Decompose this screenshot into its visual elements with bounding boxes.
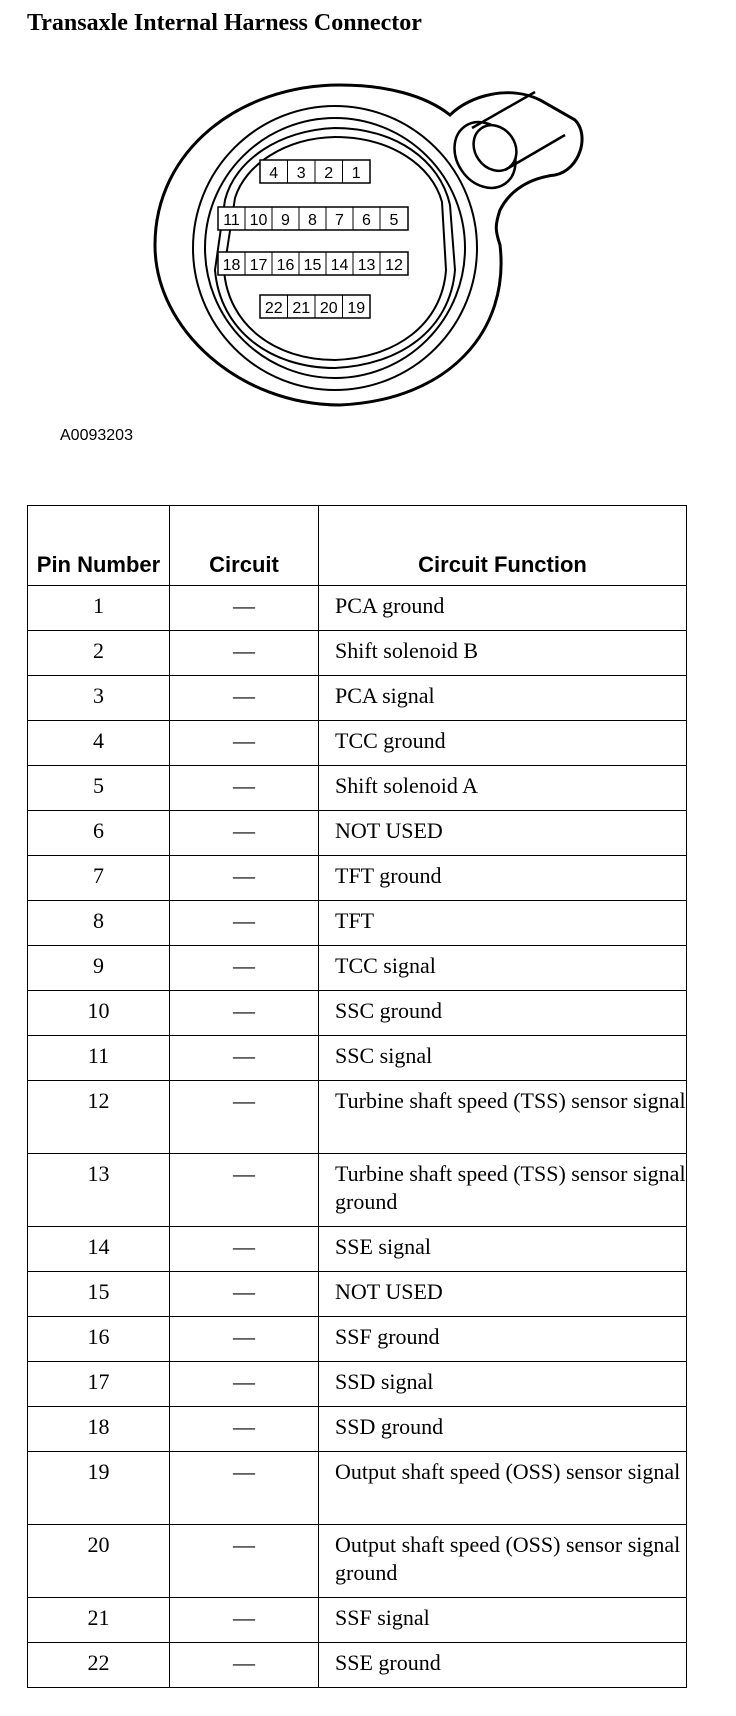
pin-number-cell: 14 bbox=[28, 1227, 170, 1272]
table-row bbox=[28, 1317, 687, 1362]
pin-label: 1 bbox=[351, 165, 361, 182]
pin-label: 20 bbox=[319, 300, 338, 317]
circuit-function-cell: SSC ground bbox=[319, 991, 687, 1036]
circuit-cell: — bbox=[170, 631, 319, 676]
middle-ring bbox=[205, 118, 465, 378]
circuit-cell: — bbox=[170, 901, 319, 946]
pin-label: 22 bbox=[264, 300, 283, 317]
pin-number-cell: 8 bbox=[28, 901, 170, 946]
circuit-cell: — bbox=[170, 856, 319, 901]
circuit-cell: — bbox=[170, 1643, 319, 1688]
table-row bbox=[28, 1452, 687, 1525]
circuit-cell: — bbox=[170, 1272, 319, 1317]
pin-label: 16 bbox=[276, 257, 295, 274]
page-title: Transaxle Internal Harness Connector bbox=[27, 10, 422, 36]
pin-label: 18 bbox=[222, 257, 241, 274]
circuit-cell: — bbox=[170, 1036, 319, 1081]
pin-row-3 bbox=[218, 252, 408, 275]
circuit-function-cell: Turbine shaft speed (TSS) sensor signal bbox=[319, 1081, 687, 1154]
pin-row-4 bbox=[260, 295, 370, 318]
circuit-cell: — bbox=[170, 676, 319, 721]
pin-number-cell: 18 bbox=[28, 1407, 170, 1452]
table-row bbox=[28, 1154, 687, 1227]
pin-number-cell: 22 bbox=[28, 1643, 170, 1688]
circuit-function-cell: TFT ground bbox=[319, 856, 687, 901]
table-row bbox=[28, 1272, 687, 1317]
circuit-cell: — bbox=[170, 721, 319, 766]
circuit-function-cell: SSE ground bbox=[319, 1643, 687, 1688]
table-row bbox=[28, 811, 687, 856]
pin-table bbox=[27, 505, 687, 1688]
table-row bbox=[28, 991, 687, 1036]
pin-label: 14 bbox=[330, 257, 349, 274]
table-row bbox=[28, 946, 687, 991]
circuit-cell: — bbox=[170, 1525, 319, 1598]
circuit-cell: — bbox=[170, 946, 319, 991]
pin-label: 5 bbox=[389, 212, 399, 229]
circuit-function-cell: SSD ground bbox=[319, 1407, 687, 1452]
circuit-cell: — bbox=[170, 1317, 319, 1362]
pin-number-cell: 7 bbox=[28, 856, 170, 901]
header-circuit-function: Circuit Function bbox=[319, 506, 687, 586]
table-row bbox=[28, 1525, 687, 1598]
circuit-function-cell: SSF ground bbox=[319, 1317, 687, 1362]
outer-ring bbox=[193, 106, 477, 390]
circuit-function-cell: NOT USED bbox=[319, 811, 687, 856]
pin-number-cell: 11 bbox=[28, 1036, 170, 1081]
table-row bbox=[28, 586, 687, 631]
circuit-cell: — bbox=[170, 811, 319, 856]
circuit-cell: — bbox=[170, 1407, 319, 1452]
table-header-row bbox=[28, 506, 687, 586]
table-row bbox=[28, 1036, 687, 1081]
pin-label: 17 bbox=[249, 257, 268, 274]
circuit-function-cell: Turbine shaft speed (TSS) sensor signal ground bbox=[319, 1154, 687, 1227]
pin-label: 21 bbox=[292, 300, 311, 317]
pin-number-cell: 16 bbox=[28, 1317, 170, 1362]
circuit-cell: — bbox=[170, 586, 319, 631]
table-row bbox=[28, 901, 687, 946]
circuit-cell: — bbox=[170, 991, 319, 1036]
circuit-function-cell: Shift solenoid B bbox=[319, 631, 687, 676]
table-row bbox=[28, 1643, 687, 1688]
circuit-cell: — bbox=[170, 1227, 319, 1272]
table-row bbox=[28, 721, 687, 766]
connector-diagram bbox=[150, 80, 590, 450]
pin-label: 19 bbox=[347, 300, 366, 317]
pin-number-cell: 21 bbox=[28, 1598, 170, 1643]
pin-label: 10 bbox=[249, 212, 268, 229]
circuit-cell: — bbox=[170, 1081, 319, 1154]
pin-number-cell: 10 bbox=[28, 991, 170, 1036]
pin-number-cell: 12 bbox=[28, 1081, 170, 1154]
table-row bbox=[28, 1081, 687, 1154]
circuit-cell: — bbox=[170, 1452, 319, 1525]
pin-number-cell: 13 bbox=[28, 1154, 170, 1227]
pin-label: 15 bbox=[303, 257, 322, 274]
circuit-function-cell: SSC signal bbox=[319, 1036, 687, 1081]
circuit-function-cell: SSD signal bbox=[319, 1362, 687, 1407]
circuit-function-cell: PCA ground bbox=[319, 586, 687, 631]
pin-number-cell: 2 bbox=[28, 631, 170, 676]
table-row bbox=[28, 631, 687, 676]
header-circuit: Circuit bbox=[170, 506, 319, 586]
pin-number-cell: 4 bbox=[28, 721, 170, 766]
pin-number-cell: 20 bbox=[28, 1525, 170, 1598]
circuit-function-cell: TFT bbox=[319, 901, 687, 946]
circuit-function-cell: Shift solenoid A bbox=[319, 766, 687, 811]
pin-label: 12 bbox=[385, 257, 403, 274]
pin-label: 4 bbox=[269, 165, 279, 182]
circuit-function-cell: Output shaft speed (OSS) sensor signal ground bbox=[319, 1525, 687, 1598]
pin-label: 6 bbox=[362, 212, 371, 229]
table-row bbox=[28, 676, 687, 721]
pin-number-cell: 15 bbox=[28, 1272, 170, 1317]
table-row bbox=[28, 856, 687, 901]
pin-number-cell: 9 bbox=[28, 946, 170, 991]
header-pin-number: Pin Number bbox=[28, 506, 170, 586]
circuit-cell: — bbox=[170, 1598, 319, 1643]
pin-number-cell: 19 bbox=[28, 1452, 170, 1525]
pin-row-2 bbox=[218, 207, 408, 230]
circuit-function-cell: Output shaft speed (OSS) sensor signal bbox=[319, 1452, 687, 1525]
pin-number-cell: 3 bbox=[28, 676, 170, 721]
pin-label: 2 bbox=[324, 165, 334, 182]
pin-number-cell: 1 bbox=[28, 586, 170, 631]
circuit-function-cell: TCC signal bbox=[319, 946, 687, 991]
circuit-function-cell: TCC ground bbox=[319, 721, 687, 766]
table-row bbox=[28, 1362, 687, 1407]
pin-number-cell: 5 bbox=[28, 766, 170, 811]
pin-label: 8 bbox=[308, 212, 317, 229]
circuit-cell: — bbox=[170, 766, 319, 811]
circuit-function-cell: SSF signal bbox=[319, 1598, 687, 1643]
table-row bbox=[28, 1227, 687, 1272]
circuit-function-cell: NOT USED bbox=[319, 1272, 687, 1317]
pin-label: 7 bbox=[335, 212, 344, 229]
pin-number-cell: 6 bbox=[28, 811, 170, 856]
circuit-function-cell: PCA signal bbox=[319, 676, 687, 721]
pin-label: 3 bbox=[296, 165, 306, 182]
pin-label: 11 bbox=[223, 212, 240, 229]
figure-id: A0093203 bbox=[60, 427, 133, 444]
table-row bbox=[28, 1407, 687, 1452]
table-row bbox=[28, 766, 687, 811]
pin-label: 9 bbox=[281, 212, 290, 229]
pin-number-cell: 17 bbox=[28, 1362, 170, 1407]
circuit-function-cell: SSE signal bbox=[319, 1227, 687, 1272]
pin-row-1 bbox=[260, 160, 370, 183]
table-row bbox=[28, 1598, 687, 1643]
circuit-cell: — bbox=[170, 1154, 319, 1227]
circuit-cell: — bbox=[170, 1362, 319, 1407]
pin-label: 13 bbox=[357, 257, 376, 274]
